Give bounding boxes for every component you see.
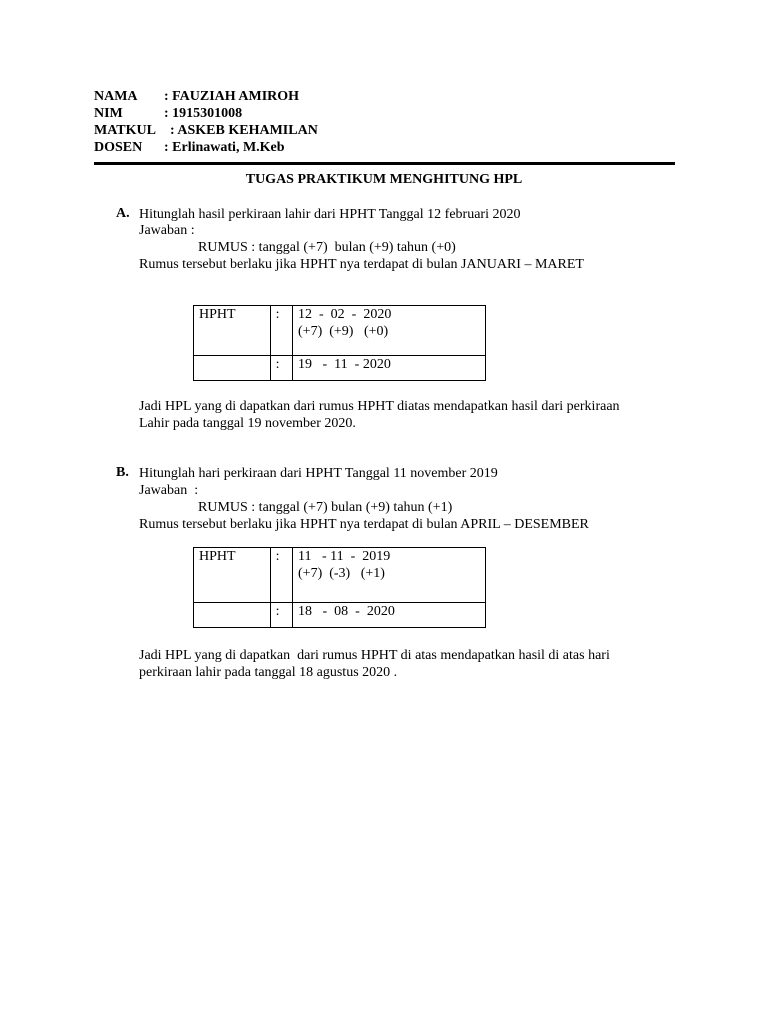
hpht-date: 12 - 02 - 2020 [298,307,392,322]
section-a-conclusion-2: Lahir pada tanggal 19 november 2020. [139,416,356,431]
table-row [194,548,486,603]
header-dosen [94,139,285,156]
section-a-rule: Rumus tersebut berlaku jika HPHT nya terdapat di bulan JANUARI – MARET [139,257,584,272]
section-a-formula: RUMUS : tanggal (+7) bulan (+9) tahun (+0) [198,240,456,255]
section-b-table [193,547,486,628]
section-b-conclusion-1: Jadi HPL yang di dapatkan dari rumus HPHT di atas mendapatkan hasil di atas hari [139,648,610,663]
hpht-date: 11 - 11 - 2019 [298,549,391,564]
hpht-adjust: (+7) (+9) (+0) [298,324,389,339]
nama-value: : FAUZIAH AMIROH [164,89,300,104]
section-a-answer-label: Jawaban : [139,223,195,238]
section-b-answer-label: Jawaban : [139,483,199,498]
section-b-rule: Rumus tersebut berlaku jika HPHT nya terdapat di bulan APRIL – DESEMBER [139,517,589,532]
table-cell: : [270,306,292,356]
nama-key: NAMA [94,89,138,104]
table-cell: HPHT [194,548,271,603]
hpl-result: 19 - 11 - 2020 [293,356,486,381]
section-b-conclusion-2: perkiraan lahir pada tanggal 18 agustus 2020 . [139,665,398,680]
header-divider [94,162,675,165]
table-row [194,356,486,381]
header-nama [94,88,299,105]
header-nim [94,105,242,122]
nim-key: NIM [94,106,123,121]
hpl-result: 18 - 08 - 2020 [293,603,486,628]
section-b-letter: B. [116,465,129,480]
matkul-value: : ASKEB KEHAMILAN [170,123,318,138]
table-cell [194,603,271,628]
dosen-key: DOSEN [94,140,143,155]
table-cell: HPHT [194,306,271,356]
matkul-key: MATKUL [94,123,156,138]
hpht-adjust: (+7) (-3) (+1) [298,566,385,581]
table-cell [293,306,486,356]
dosen-value: : Erlinawati, M.Keb [164,140,285,155]
nim-value: : 1915301008 [164,106,243,121]
table-cell: : [270,356,292,381]
page-title: TUGAS PRAKTIKUM MENGHITUNG HPL [245,172,523,187]
section-a-conclusion-1: Jadi HPL yang di dapatkan dari rumus HPHT diatas mendapatkan hasil dari perkiraan [139,399,620,414]
table-cell: : [270,548,292,603]
section-b-question: Hitunglah hari perkiraan dari HPHT Tanggal 11 november 2019 [139,466,498,481]
table-cell [293,548,486,603]
table-cell: : [270,603,292,628]
table-row [194,306,486,356]
section-a-table [193,305,486,381]
table-row [194,603,486,628]
table-cell [194,356,271,381]
section-a-question: Hitunglah hasil perkiraan lahir dari HPHT Tanggal 12 februari 2020 [139,207,521,222]
section-b-formula: RUMUS : tanggal (+7) bulan (+9) tahun (+1) [198,500,453,515]
section-a-letter: A. [116,206,130,221]
header-matkul [94,122,318,139]
